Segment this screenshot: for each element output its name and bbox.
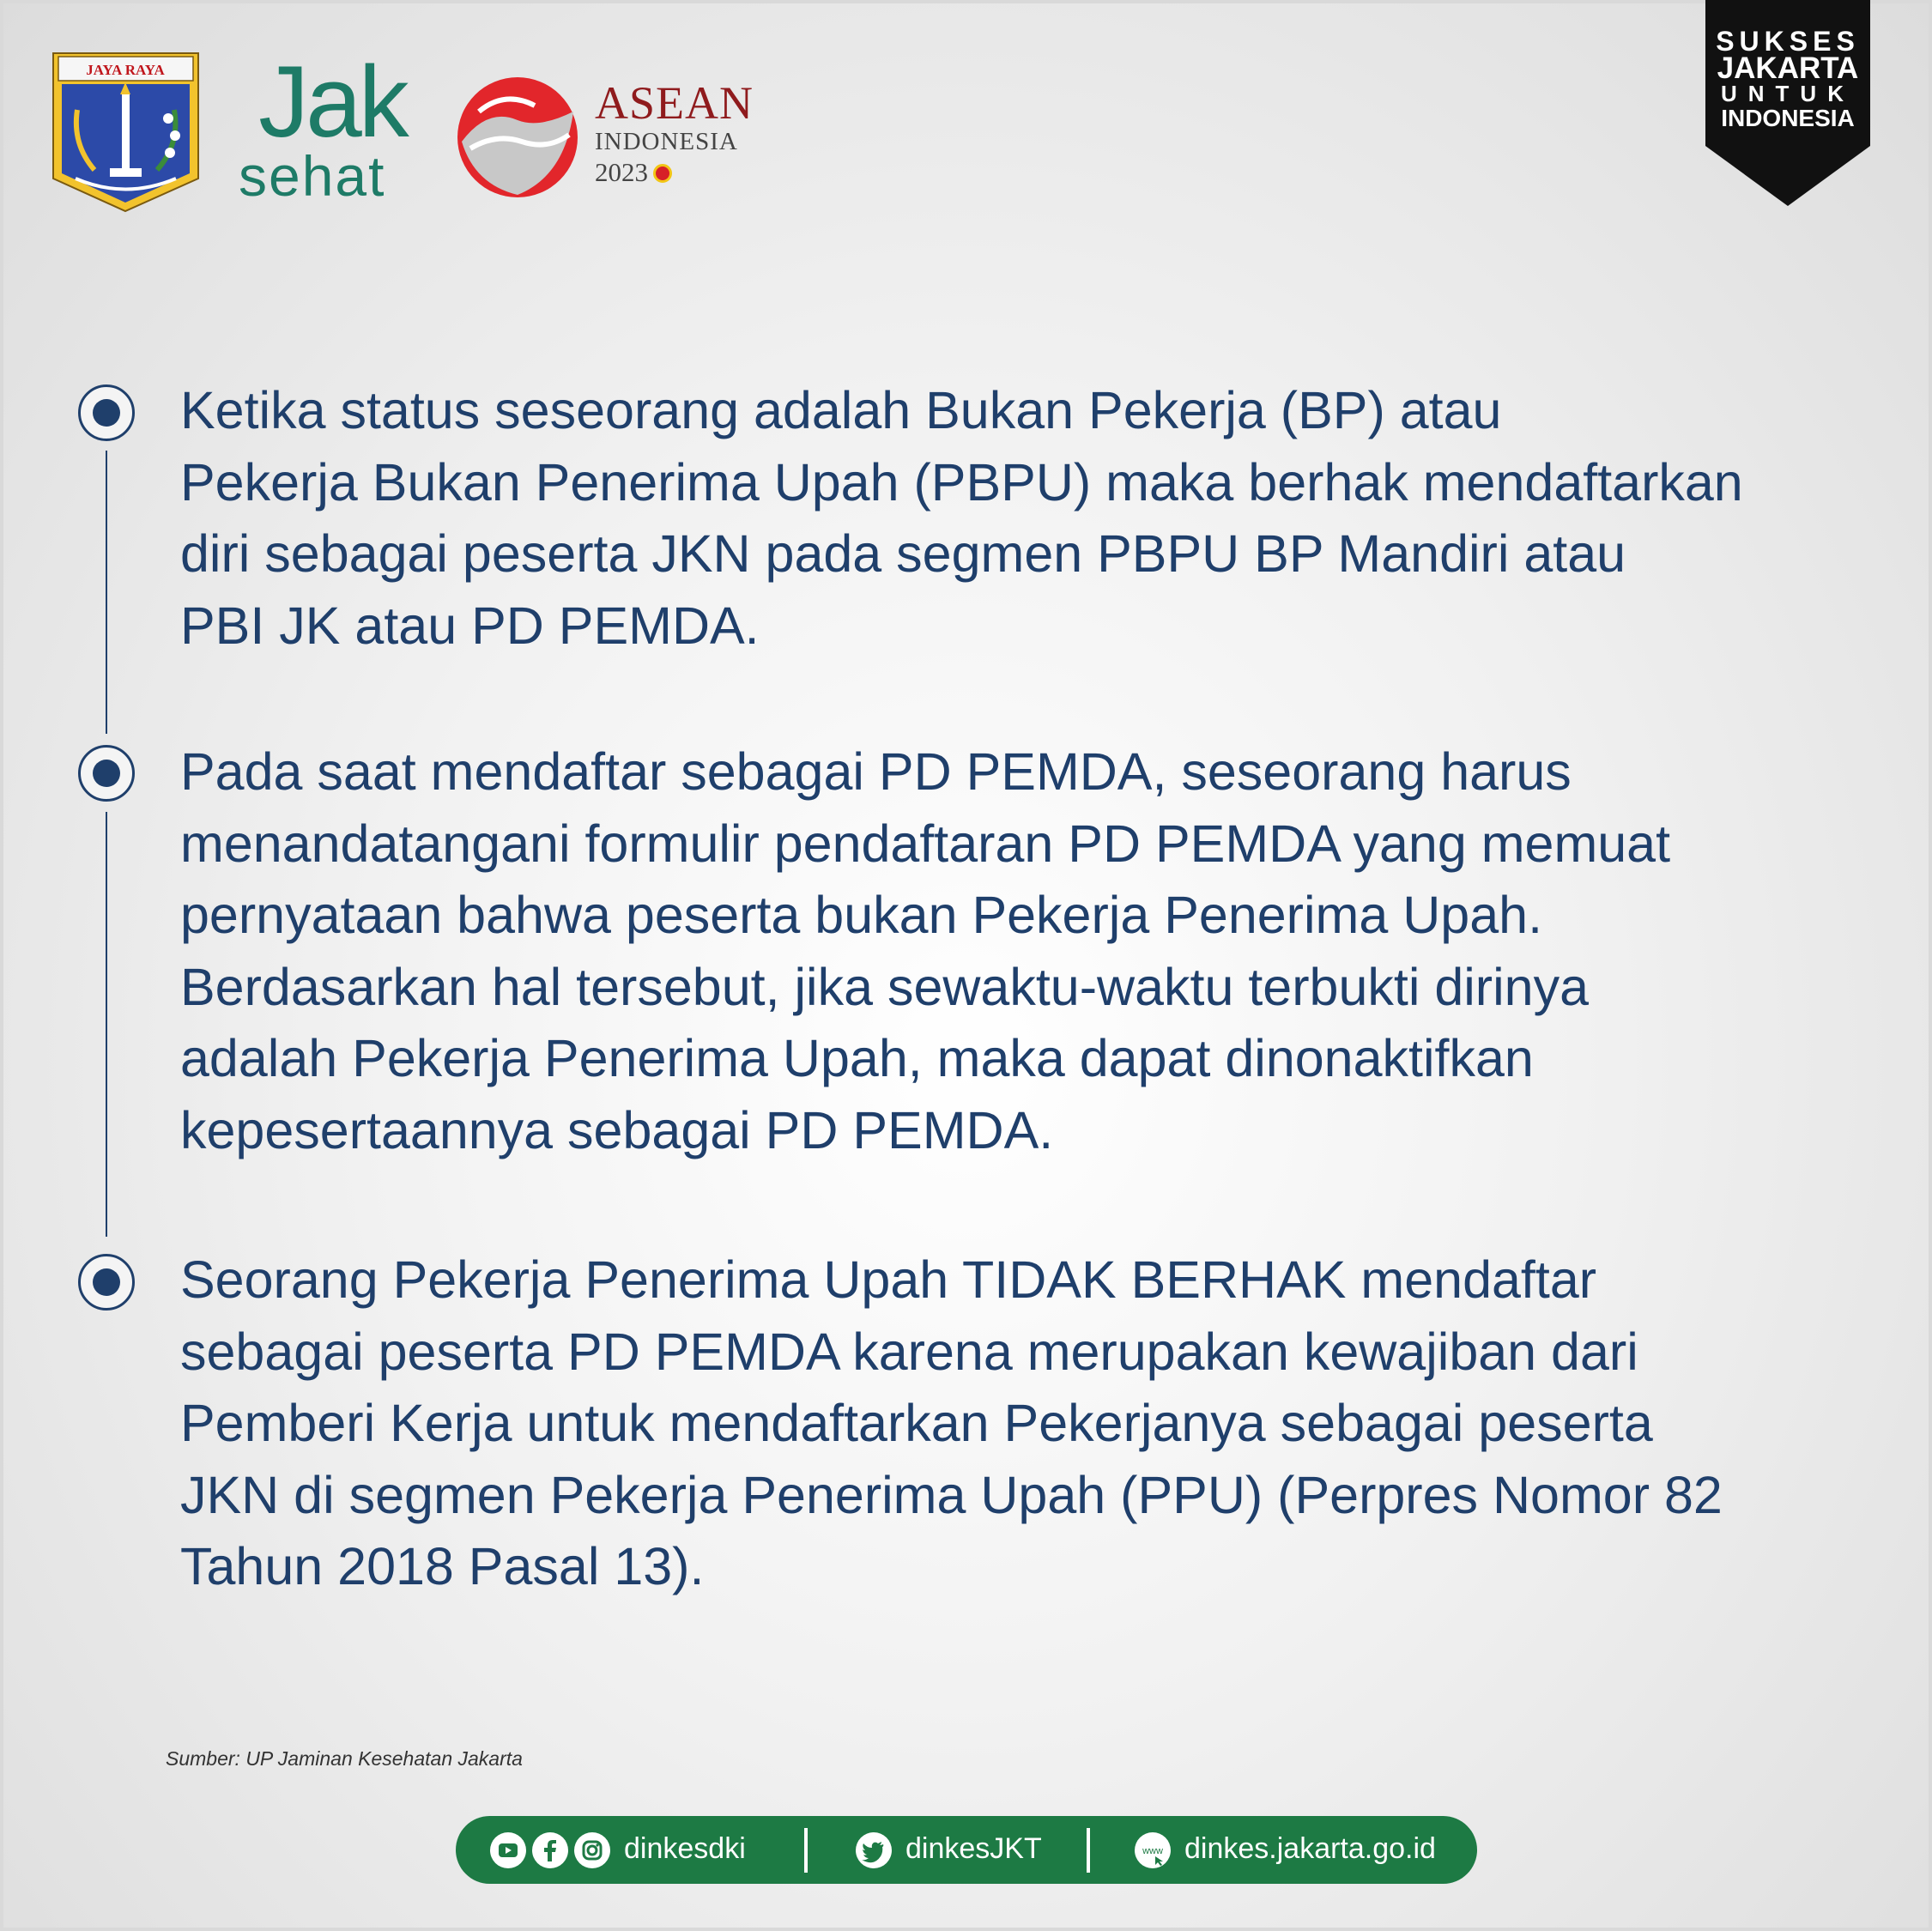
asean-country: INDONESIA (595, 128, 738, 155)
point-1-line-3: diri sebagai peserta JKN pada segmen PBPU BP Mandiri atau (180, 524, 1626, 583)
asean-year: 2023 (595, 157, 648, 187)
point-3-text (180, 1244, 1854, 1603)
point-1-line-2: Pekerja Bukan Penerima Upah (PBPU) maka berhak mendaftarkan (180, 452, 1743, 512)
bullet-icon-3 (78, 1254, 135, 1311)
instagram-icon[interactable] (574, 1832, 610, 1868)
website-globe-icon[interactable] (1135, 1832, 1171, 1868)
point-3-line-2: sebagai peserta PD PEMDA karena merupakan kewajiban dari (180, 1322, 1638, 1381)
facebook-icon[interactable] (532, 1832, 568, 1868)
website-link[interactable]: dinkes.jakarta.go.id (1184, 1832, 1436, 1865)
svg-text:JAYA RAYA: JAYA RAYA (86, 62, 165, 78)
asean-2023-wordmark (595, 79, 766, 189)
point-2-line-4: Berdasarkan hal tersebut, jika sewaktu-waktu terbukti dirinya (180, 957, 1590, 1016)
point-2-line-5: adalah Pekerja Penerima Upah, maka dapat dinonaktifkan (180, 1029, 1534, 1087)
point-2-line-6: kepesertaannya sebagai PD PEMDA. (180, 1100, 1054, 1159)
point-1-line-4: PBI JK atau PD PEMDA. (180, 596, 760, 655)
timeline-connector-1 (106, 451, 107, 734)
asean-year-row (595, 156, 766, 189)
asean-mini-icon (653, 164, 672, 183)
ribbon-line-2: JAKARTA (1717, 51, 1859, 85)
point-1-line-1: Ketika status seseorang adalah Bukan Pekerja (BP) atau (180, 381, 1502, 439)
twitter-icon[interactable] (856, 1832, 892, 1868)
jakarta-crest-logo (50, 50, 202, 215)
ribbon-line-3: UNTUK (1721, 81, 1855, 106)
social-divider-1 (804, 1828, 808, 1873)
jaksehat-logo-sub: sehat (239, 144, 386, 208)
bullet-icon-1 (78, 384, 135, 441)
jaksehat-logo (233, 45, 431, 208)
point-3-line-5: Tahun 2018 Pasal 13). (180, 1537, 705, 1595)
point-2-line-3: pernyataan bahwa peserta bukan Pekerja Penerima Upah. (180, 886, 1543, 944)
ribbon-line-4: INDONESIA (1721, 105, 1855, 131)
point-2-line-1: Pada saat mendaftar sebagai PD PEMDA, seseorang harus (180, 742, 1572, 801)
svg-text:www: www (1142, 1846, 1163, 1856)
social-divider-2 (1087, 1828, 1090, 1873)
point-2-line-2: menandatangani formulir pendaftaran PD PEMDA yang memuat (180, 814, 1671, 873)
point-3-line-4: JKN di segmen Pekerja Penerima Upah (PPU) (Perpres Nomor 82 (180, 1465, 1723, 1524)
asean-2023-emblem (453, 73, 582, 202)
ribbon-line-1: SUKSES (1716, 26, 1860, 57)
source-credit: Sumber: UP Jaminan Kesehatan Jakarta (166, 1747, 523, 1770)
social-media-bar (456, 1816, 1477, 1884)
point-3-line-1: Seorang Pekerja Penerima Upah TIDAK BERHAK mendaftar (180, 1250, 1597, 1309)
social-handle-dinkesdki[interactable]: dinkesdki (624, 1832, 746, 1865)
point-1-text (180, 375, 1854, 662)
youtube-icon[interactable] (490, 1832, 526, 1868)
bullet-icon-2 (78, 745, 135, 802)
asean-title: ASEAN (595, 77, 754, 129)
timeline-connector-2 (106, 812, 107, 1237)
point-2-text (180, 736, 1854, 1166)
point-3-line-3: Pemberi Kerja untuk mendaftarkan Pekerjanya sebagai peserta (180, 1394, 1653, 1452)
sukses-jakarta-ribbon (1705, 0, 1870, 206)
jaksehat-logo-word: Jak (258, 45, 406, 159)
social-handle-dinkesjkt[interactable]: dinkesJKT (905, 1832, 1042, 1865)
